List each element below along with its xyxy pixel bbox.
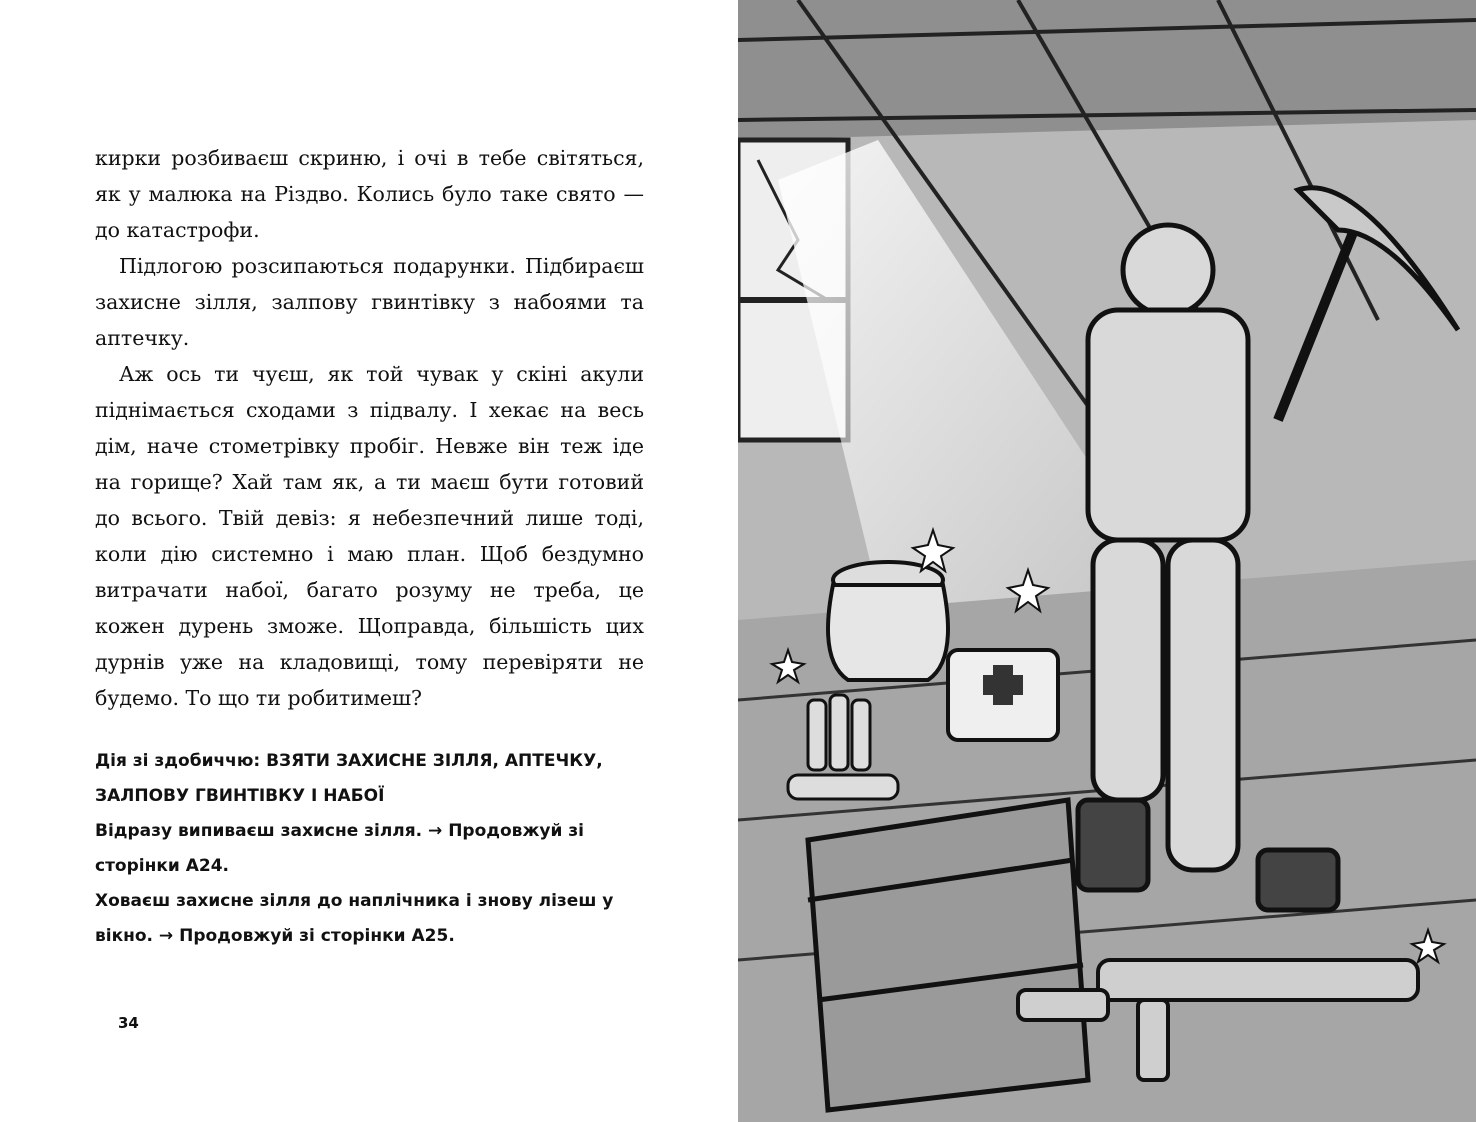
illustration xyxy=(738,0,1476,1122)
choice-option-2[interactable]: Ховаєш захисне зілля до наплічника і знову лізеш у вікно. → Продовжуй зі сторінки А25. xyxy=(95,891,614,946)
page-number: 34 xyxy=(118,1014,139,1032)
story-text xyxy=(95,140,644,716)
action-heading: Дія зі здобиччю: ВЗЯТИ ЗАХИСНЕ ЗІЛЛЯ, АПТЕЧКУ, ЗАЛПОВУ ГВИНТІВКУ І НАБОЇ xyxy=(95,751,603,806)
paragraph-2: Підлогою розсипаються подарунки. Підбираєш захисне зілля, залпову гвинтівку з набоями та аптечку. xyxy=(95,254,644,350)
attic-scene-illustration xyxy=(738,0,1476,1122)
broken-chest xyxy=(808,800,1088,1110)
choice-option-1[interactable]: Відразу випиваєш захисне зілля. → Продовжуй зі сторінки А24. xyxy=(95,821,584,876)
choices-block xyxy=(95,744,655,954)
potion-jar xyxy=(828,562,948,680)
paragraph-3: Аж ось ти чуєш, як той чувак у скіні акули піднімається сходами з підвалу. І хекає на весь дім, наче стометрівку пробіг. Невже він теж іде на горище? Хай там як, а ти маєш бути готовий до всього. Твій девіз: я небезпечний лише тоді, коли дію системно і маю план. Щоб бездумно витрачати набої, багато розуму не треба, це кожен дурень зможе. Щоправда, більшість цих дурнів уже на кладовищі, тому перевіряти не будемо. То що ти робитимеш? xyxy=(95,362,644,710)
paragraph-1: кирки розбиваєш скриню, і очі в тебе світяться, як у малюка на Різдво. Колись було таке свято — до катастрофи. xyxy=(95,146,644,242)
medkit xyxy=(948,650,1058,740)
